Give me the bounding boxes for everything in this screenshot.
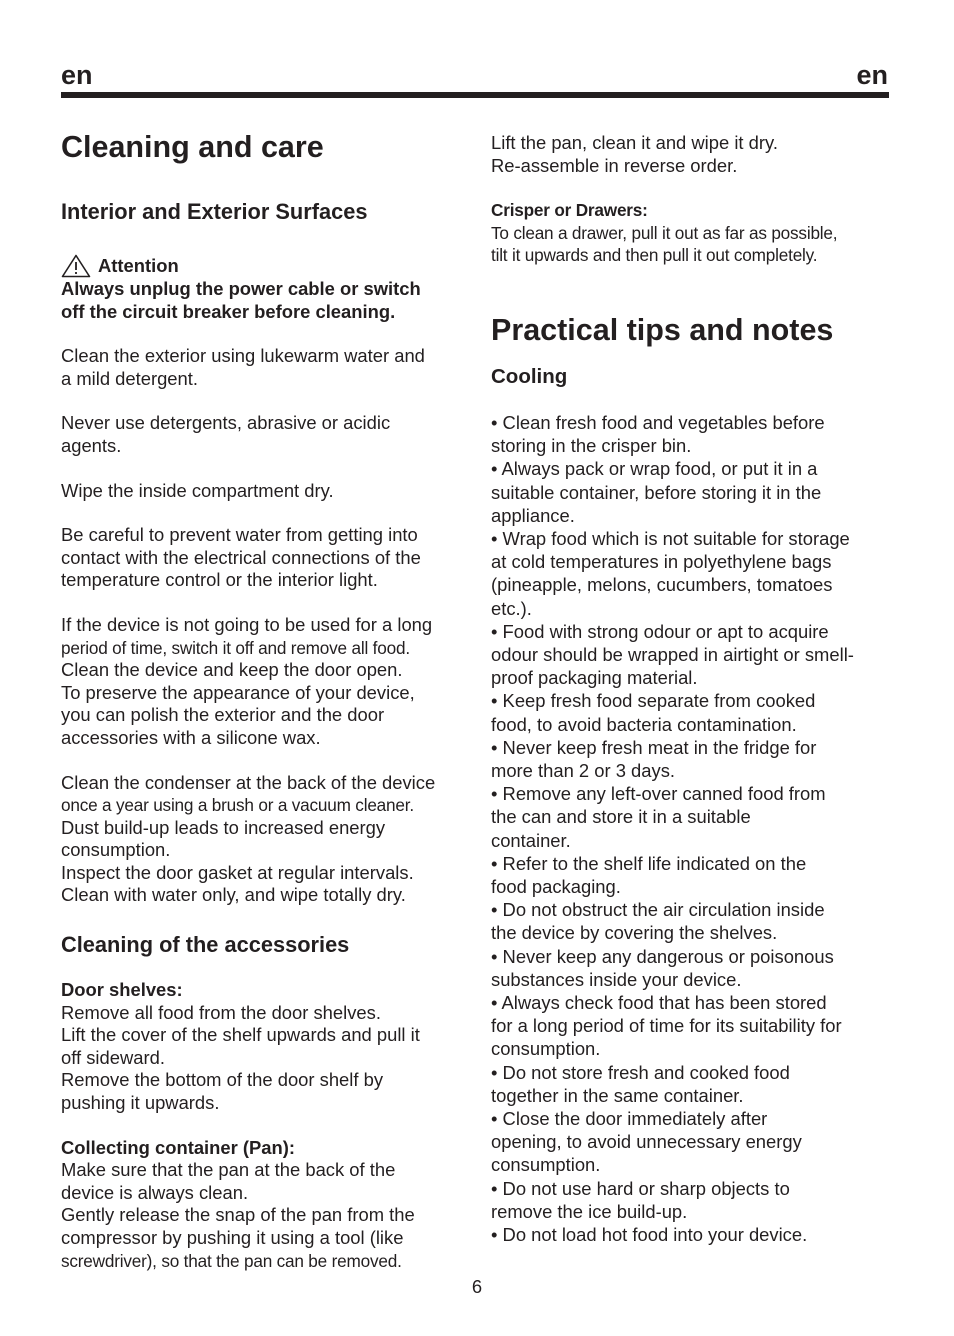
text-line: Clean the device and keep the door open. xyxy=(61,659,403,681)
tip-line: • Close the door immediately after xyxy=(491,1108,768,1130)
language-code-left: en xyxy=(61,60,93,90)
tip-line: • Clean fresh food and vegetables before xyxy=(491,411,825,433)
subheading-crisper: Crisper or Drawers: xyxy=(491,200,648,221)
text-line: Remove all food from the door shelves. xyxy=(61,1001,381,1023)
text-line: compressor by pushing it using a tool (like xyxy=(61,1227,404,1248)
text-line: off sideward. xyxy=(61,1046,165,1068)
text-line: tilt it upwards and then pull it out completely. xyxy=(491,245,818,266)
tip-line: odour should be wrapped in airtight or smell- xyxy=(491,644,854,665)
tip-line: • Food with strong odour or apt to acquire xyxy=(491,620,829,642)
tip-line: together in the same container. xyxy=(491,1084,744,1106)
text-line: Dust build-up leads to increased energy xyxy=(61,816,386,838)
language-code-right: en xyxy=(856,60,888,90)
text-line: pushing it upwards. xyxy=(61,1092,220,1114)
tips-list xyxy=(491,411,901,1246)
text-line: Never use detergents, abrasive or acidic xyxy=(61,412,391,434)
tip-line: • Never keep fresh meat in the fridge for xyxy=(491,736,817,758)
text-line: Clean the condenser at the back of the device xyxy=(61,771,436,793)
tip-line: • Do not use hard or sharp objects to xyxy=(491,1177,790,1199)
warning-line: off the circuit breaker before cleaning. xyxy=(61,300,396,322)
warning-line: Always unplug the power cable or switch xyxy=(61,278,421,299)
text-line: Remove the bottom of the door shelf by xyxy=(61,1069,384,1091)
text-line: agents. xyxy=(61,434,122,456)
heading-cleaning-accessories: Cleaning of the accessories xyxy=(61,932,350,958)
tip-line: storing in the crisper bin. xyxy=(491,435,692,457)
tip-line: more than 2 or 3 days. xyxy=(491,760,676,782)
text-line: consumption. xyxy=(61,839,171,861)
tip-line: opening, to avoid unnecessary energy xyxy=(491,1131,802,1153)
tip-line: etc.). xyxy=(491,597,532,619)
text-line: Be careful to prevent water from getting into xyxy=(61,524,418,546)
text-line: If the device is not going to be used for a long xyxy=(61,613,433,635)
tip-line: remove the ice build-up. xyxy=(491,1200,688,1222)
tip-line: substances inside your device. xyxy=(491,968,742,990)
header-rule xyxy=(61,92,889,98)
text-line: screwdriver), so that the pan can be removed. xyxy=(61,1250,402,1271)
tip-line: • Do not store fresh and cooked food xyxy=(491,1061,790,1083)
text-line: device is always clean. xyxy=(61,1181,249,1203)
tip-line: food packaging. xyxy=(491,876,621,898)
text-line: you can polish the exterior and the door xyxy=(61,704,385,726)
text-line: Lift the cover of the shelf upwards and pull it xyxy=(61,1024,420,1046)
text-line: period of time, switch it off and remove all food. xyxy=(61,637,410,658)
tip-line: consumption. xyxy=(491,1038,601,1060)
tip-line: container. xyxy=(491,829,571,851)
tip-line: suitable container, before storing it in the xyxy=(491,481,822,503)
text-line: Gently release the snap of the pan from the xyxy=(61,1204,415,1226)
text-line: Inspect the door gasket at regular intervals. xyxy=(61,861,414,883)
text-line: accessories with a silicone wax. xyxy=(61,726,321,748)
tip-line: at cold temperatures in polyethylene bags xyxy=(491,551,832,573)
text-line: contact with the electrical connections of the xyxy=(61,546,421,568)
tip-line: • Refer to the shelf life indicated on the xyxy=(491,852,807,874)
tip-line: appliance. xyxy=(491,504,575,526)
tip-line: • Keep fresh food separate from cooked xyxy=(491,690,816,712)
tip-line: proof packaging material. xyxy=(491,667,698,689)
tip-line: • Always check food that has been stored xyxy=(491,992,827,1014)
tip-line: • Always pack or wrap food, or put it in a xyxy=(491,458,818,480)
text-line: a mild detergent. xyxy=(61,367,198,389)
tip-line: consumption. xyxy=(491,1154,601,1176)
tip-line: • Wrap food which is not suitable for storage xyxy=(491,527,850,549)
text-line: Re-assemble in reverse order. xyxy=(491,154,738,176)
tip-line: (pineapple, melons, cucumbers, tomatoes xyxy=(491,574,833,596)
text-line: Clean with water only, and wipe totally dry. xyxy=(61,884,406,906)
heading-interior-exterior: Interior and Exterior Surfaces xyxy=(61,199,368,224)
tip-line: • Do not load hot food into your device. xyxy=(491,1224,808,1246)
text-line: Clean the exterior using lukewarm water and xyxy=(61,345,425,367)
left-column xyxy=(61,128,469,1272)
tip-line: for a long period of time for its suitability for xyxy=(491,1015,842,1037)
attention-label: Attention xyxy=(98,255,179,277)
page-title-practical-tips: Practical tips and notes xyxy=(491,312,834,347)
page-title-cleaning: Cleaning and care xyxy=(61,130,324,164)
right-column xyxy=(491,132,901,1246)
subheading-collecting-container: Collecting container (Pan): xyxy=(61,1136,295,1158)
tip-line: • Do not obstruct the air circulation inside xyxy=(491,899,825,921)
tip-line: the can and store it in a suitable xyxy=(491,806,751,828)
attention-notice xyxy=(61,254,469,278)
tip-line: • Remove any left-over canned food from xyxy=(491,783,826,805)
text-line: once a year using a brush or a vacuum cleaner. xyxy=(61,795,414,816)
tip-line: • Never keep any dangerous or poisonous xyxy=(491,945,834,967)
warning-triangle-icon xyxy=(61,254,91,278)
text-line: temperature control or the interior light. xyxy=(61,569,378,591)
text-line: Lift the pan, clean it and wipe it dry. xyxy=(491,132,778,153)
page-number: 6 xyxy=(471,1276,483,1297)
subheading-door-shelves: Door shelves: xyxy=(61,979,183,1001)
tip-line: the device by covering the shelves. xyxy=(491,922,778,944)
text-line: Wipe the inside compartment dry. xyxy=(61,479,334,501)
heading-cooling: Cooling xyxy=(491,364,568,388)
text-line: Make sure that the pan at the back of the xyxy=(61,1159,396,1181)
text-line: To preserve the appearance of your device, xyxy=(61,681,415,703)
tip-line: food, to avoid bacteria contamination. xyxy=(491,713,797,735)
text-line: To clean a drawer, pull it out as far as possible, xyxy=(491,222,838,243)
